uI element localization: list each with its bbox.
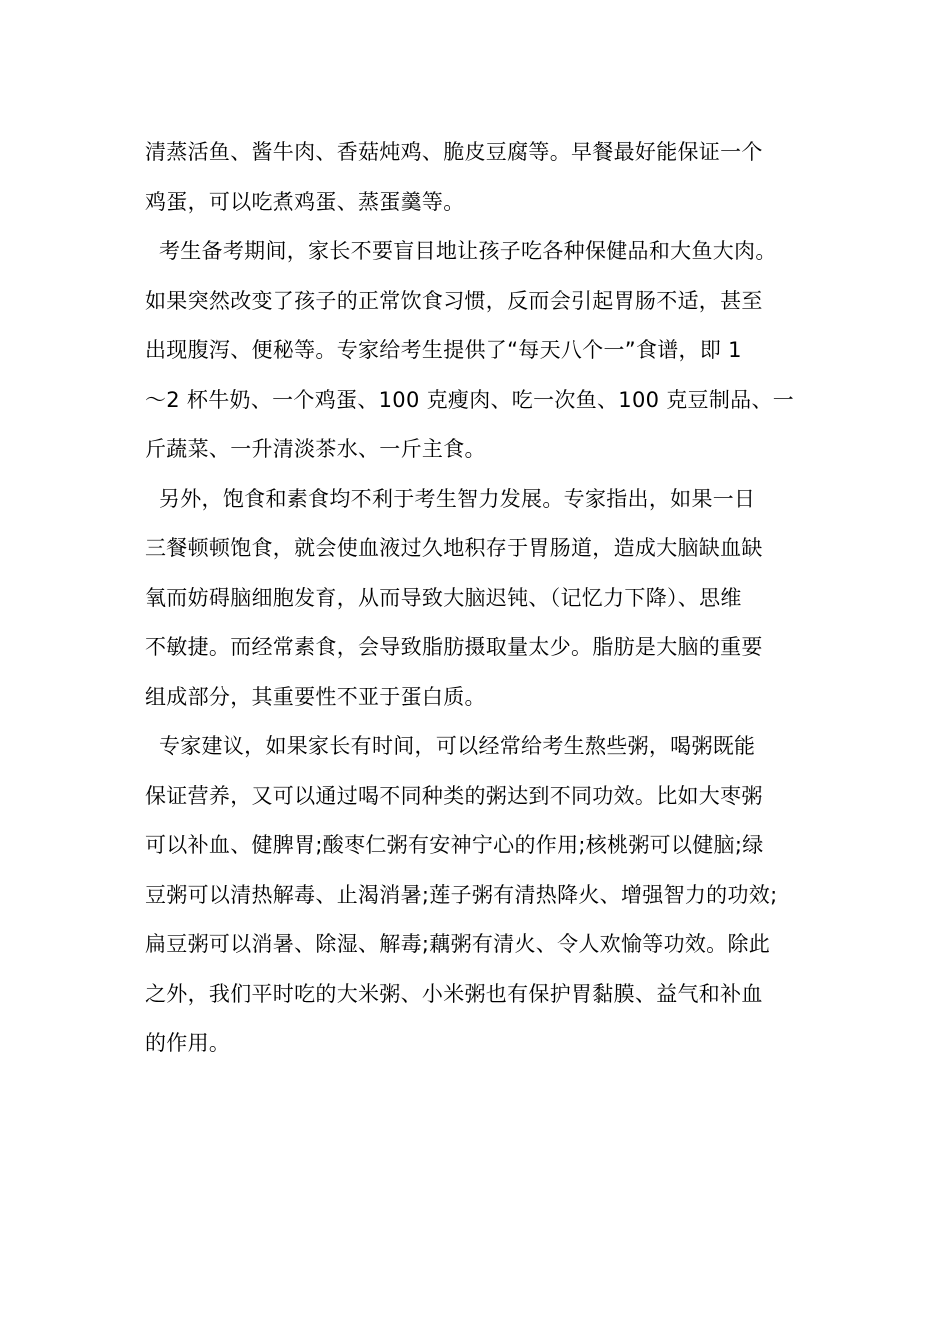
text-line: 鸡蛋，可以吃煮鸡蛋、蒸蛋羹等。 <box>145 189 465 214</box>
text-line: 不敏捷。而经常素食，会导致脂肪摄取量太少。脂肪是大脑的重要 <box>145 635 763 659</box>
paragraph-1 <box>145 128 805 227</box>
text-line: 三餐顿顿饱食，就会使血液过久地积存于胃肠道，造成大脑缺血缺 <box>145 536 763 560</box>
text-line: 专家建议，如果家长有时间，可以经常给考生熬些粥，喝粥既能 <box>145 734 756 758</box>
text-line: ～2 杯牛奶、一个鸡蛋、100 克瘦肉、吃一次鱼、100 克豆制品、一 <box>145 387 795 412</box>
text-line: 斤蔬菜、一升清淡茶水、一斤主食。 <box>145 437 486 461</box>
text-line: 考生备考期间，家长不要盲目地让孩子吃各种保健品和大鱼大肉。 <box>145 239 777 263</box>
text-line: 可以补血、健脾胃;酸枣仁粥有安神宁心的作用;核桃粥可以健脑;绿 <box>145 833 764 857</box>
text-line: 的作用。 <box>145 1031 231 1055</box>
text-line: 出现腹泻、便秘等。专家给考生提供了“每天八个一”食谱，即 1 <box>145 338 742 362</box>
text-line: 清蒸活鱼、酱牛肉、香菇炖鸡、脆皮豆腐等。早餐最好能保证一个 <box>145 140 763 164</box>
text-line: 另外，饱食和素食均不利于考生智力发展。专家指出，如果一日 <box>145 486 756 511</box>
text-line: 豆粥可以清热解毒、止渴消暑;莲子粥有清热降火、增强智力的功效; <box>145 882 778 907</box>
text-line: 扁豆粥可以消暑、除湿、解毒;藕粥有清火、令人欢愉等功效。除此 <box>145 932 771 956</box>
text-line: 保证营养，又可以通过喝不同种类的粥达到不同功效。比如大枣粥 <box>145 783 763 808</box>
text-line: 组成部分，其重要性不亚于蛋白质。 <box>145 684 486 709</box>
paragraph-2 <box>145 227 805 475</box>
text-line: 氧而妨碍脑细胞发育，从而导致大脑迟钝、（记忆力下降）、思维 <box>145 585 742 610</box>
paragraph-4 <box>145 722 805 1069</box>
document-body <box>145 128 805 1069</box>
paragraph-3 <box>145 475 805 723</box>
text-line: 之外，我们平时吃的大米粥、小米粥也有保护胃黏膜、益气和补血 <box>145 981 763 1006</box>
text-line: 如果突然改变了孩子的正常饮食习惯，反而会引起胃肠不适，甚至 <box>145 288 763 313</box>
